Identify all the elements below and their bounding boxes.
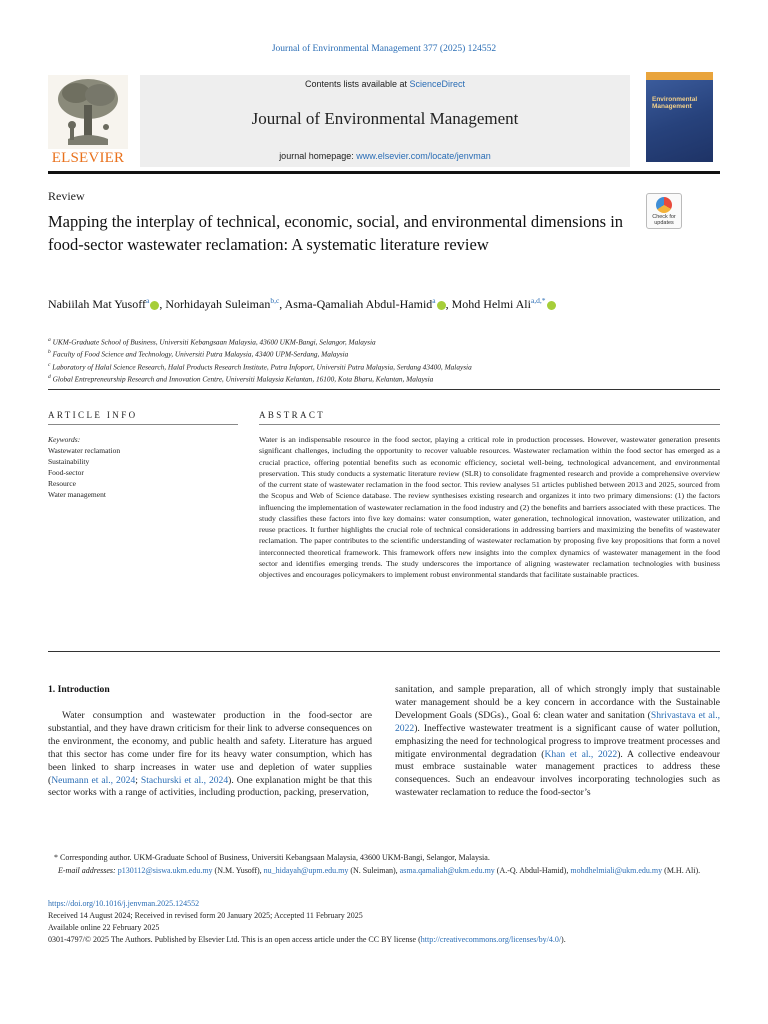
- body-text: ). A collective endeavour must embrace sustainable water management practices to address these consequences. Such an endeavour involves incorporating technologies such as wastewater reclamation to reduce the food-sector’s: [395, 748, 721, 799]
- author-list: Nabiilah Mat Yusoff$^a$ , Norhidayah Suleiman$^{b,c}$, Asma-Qamaliah Abdul-Hamid$^a$ , Mohd Helmi Ali$^{a,d,*}$: [48, 291, 668, 314]
- keyword-item: Food-sector: [48, 468, 84, 477]
- orcid-icon[interactable]: [437, 301, 446, 310]
- citation-link[interactable]: Stachurski et al., 2024: [140, 774, 229, 786]
- elsevier-wordmark: ELSEVIER: [51, 150, 125, 166]
- abstract-divider: [48, 651, 720, 652]
- journal-title[interactable]: Journal of Environmental Management: [251, 109, 519, 128]
- affiliation-item: [48, 335, 720, 347]
- abstract-heading: ABSTRACT: [259, 410, 326, 420]
- email-owner: (N. Suleiman),: [348, 865, 400, 875]
- publication-info: [48, 898, 720, 946]
- abstract-rule: [259, 424, 720, 425]
- license-text: 0301-4797/© 2025 The Authors. Published by Elsevier Ltd. This is an open access article under the CC BY license (: [48, 935, 421, 944]
- author-name[interactable]: Asma-Qamaliah Abdul-Hamid: [284, 297, 433, 311]
- affiliation-text: Faculty of Food Science and Technology, Universiti Putra Malaysia, 43400 UPM-Serdang, Malaysia: [52, 349, 349, 359]
- abstract-text: Water is an indispensable resource in the food sector, playing a critical role in production processes. However, wastewater generation presents significant challenges, including the opportunity to recover valuable resources. Wastewater reclamation within the food sector has emerged as a crucial practice, offering potential benefits such as economic efficiency, societal well-being, technological advancement, and environmental preservation. This study conducts a systematic literature review (SLR) to consolidate fragmented research and provide a comprehensive overview of the current state of wastewater reclamation in the food sector. This review analyses 51 articles published between 2013 and 2025, sourced from the Scopus and Web of Science database. The review synthesises existing research and organizes it into two primary dimensions: (1) the factors influencing the implementation of wastewater reclamation in the food industry and (2) the benefits and barriers associated with these practices. The study classifies these factors into five key domains: water consumption, water generation, technological innovation, wastewater utilization, and reuse practices. It further highlights the crucial role of technical considerations in addressing barriers and maximizing the benefits of wastewater reclamation. The paper contributes to the scientific understanding of wastewater reclamation by proposing five key propositions that form a novel interconnected theoretical framework. This framework offers new insights into the complex dynamics of wastewater management in the food sector and identifies emerging trends. The study underscores the importance of aligning wastewater reclamation technologies with business objectives and encourages policymakers to implement robust environmental standards that facilitate sustainable practices.: [259, 435, 720, 579]
- email-label: E-mail addresses:: [58, 865, 118, 875]
- contents-prefix: Contents lists available at: [304, 79, 410, 89]
- keyword-item: Sustainability: [48, 457, 90, 466]
- elsevier-tree-icon: [48, 75, 128, 149]
- email-owner: (A.-Q. Abdul-Hamid),: [494, 865, 571, 875]
- body-text: ;: [135, 774, 141, 786]
- intro-column-2: [395, 684, 720, 800]
- author-affiliation-marker[interactable]: b,c: [270, 296, 280, 305]
- elsevier-logo[interactable]: [48, 75, 128, 167]
- keyword-item: Resource: [48, 479, 76, 488]
- homepage-line: [140, 151, 630, 161]
- contents-line: [140, 79, 630, 89]
- author-name[interactable]: Mohd Helmi Ali: [451, 297, 531, 311]
- orcid-icon[interactable]: [547, 301, 556, 310]
- keyword-item: Wastewater reclamation: [48, 446, 121, 455]
- affiliation-text: Global Entrepreneurship Research and Innovation Centre, Universiti Malaysia Kelantan, 16100, Kota Bharu, Kelantan, Malaysia: [52, 374, 434, 384]
- affiliation-marker: b: [48, 349, 51, 356]
- email-link[interactable]: asma.qamaliah@ukm.edu.my: [399, 865, 495, 875]
- article-type: Review: [48, 189, 85, 203]
- homepage-label: journal homepage:: [279, 151, 357, 161]
- citation-link[interactable]: Shrivastava et al., 2022: [395, 709, 720, 734]
- affiliation-item: [48, 372, 720, 384]
- intro-column-1: [48, 710, 372, 800]
- crossmark-label: Check for updates: [652, 214, 676, 226]
- journal-header: [48, 75, 720, 167]
- received-dates: Received 14 August 2024; Received in revised form 20 January 2025; Accepted 11 February 2025: [48, 911, 363, 920]
- footnotes: [48, 852, 720, 877]
- available-online: Available online 22 February 2025: [48, 923, 160, 932]
- email-owner: (M.H. Ali).: [662, 865, 701, 875]
- body-text: Water consumption and wastewater production in the food-sector are substantial, and they have drawn criticism for their link to adverse consequences on the environment, the economy, and public health and safety. Literature has argued that this sector has come under fire for its heavy water consumption, which has been linked to sharp increases in water use and depletion of water supplies (: [48, 710, 372, 786]
- keywords-list: [48, 445, 238, 500]
- keywords-block: [48, 434, 238, 500]
- affiliation-marker: d: [48, 374, 51, 381]
- journal-cover-thumbnail[interactable]: [646, 72, 713, 162]
- doi-link[interactable]: https://doi.org/10.1016/j.jenvman.2025.124552: [48, 899, 200, 908]
- author-affiliation-marker[interactable]: a: [146, 296, 150, 305]
- author-affiliation-marker[interactable]: a,d,*: [530, 296, 546, 305]
- body-text: ). Ineffective wastewater treatment is a significant cause of water pollution, emphasizing the need for technological progress to improve treatment processes and mitigate environmental degradation (: [395, 722, 720, 760]
- affiliation-list: [48, 335, 720, 385]
- email-link[interactable]: p130112@siswa.ukm.edu.my: [117, 865, 213, 875]
- license-suffix: ).: [561, 935, 566, 944]
- affiliation-divider: [48, 389, 720, 390]
- affiliation-marker: a: [48, 337, 51, 343]
- affiliation-text: UKM-Graduate School of Business, Universiti Kebangsaan Malaysia, 43600 UKM-Bangi, Selangor, Malaysia: [52, 337, 376, 347]
- journal-reference[interactable]: Journal of Environmental Management 377 (2025) 124552: [271, 44, 497, 54]
- email-owner: (N.M. Yusoff),: [212, 865, 264, 875]
- sciencedirect-link[interactable]: ScienceDirect: [409, 79, 466, 89]
- license-line: [48, 934, 720, 946]
- crossmark-icon: [656, 197, 672, 213]
- check-for-updates-button[interactable]: [646, 193, 682, 229]
- affiliation-item: [48, 347, 720, 359]
- citation-link[interactable]: Neumann et al., 2024: [51, 774, 136, 786]
- orcid-icon[interactable]: [150, 301, 159, 310]
- article-info-rule: [48, 424, 238, 425]
- email-addresses: [48, 865, 720, 878]
- citation-link[interactable]: Khan et al., 2022: [544, 748, 618, 760]
- author-affiliation-marker[interactable]: a: [432, 296, 436, 305]
- masthead: [140, 75, 630, 167]
- keyword-item: Water management: [48, 490, 106, 499]
- cover-strip: [646, 72, 713, 80]
- affiliation-text: Laboratory of Halal Science Research, Halal Products Research Institute, Putra Infoport, Universiti Putra Malaysia, Serdang 43400, Malaysia: [52, 362, 472, 372]
- license-link[interactable]: http://creativecommons.org/licenses/by/4.0/: [420, 935, 562, 944]
- article-title: Mapping the interplay of technical, economic, social, and environmental dimensions in food-sector wastewater reclamation: A systematic literature review: [48, 212, 624, 254]
- author-name[interactable]: Nabiilah Mat Yusoff: [48, 297, 146, 311]
- cover-title: Environmental Management: [652, 96, 698, 110]
- introduction-heading: 1. Introduction: [48, 684, 110, 695]
- homepage-link[interactable]: www.elsevier.com/locate/jenvman: [356, 151, 491, 161]
- email-link[interactable]: mohdhelmiali@ukm.edu.my: [570, 865, 663, 875]
- affiliation-item: [48, 360, 720, 372]
- keywords-label: Keywords:: [48, 435, 81, 444]
- author-name[interactable]: Norhidayah Suleiman: [165, 297, 271, 311]
- body-text: sanitation, and sample preparation, all of which strongly imply that sustainable water management should be a key concern in accordance with the Sustainable Development Goals (SDGs)., Goal 6: clean water and sanitation (: [395, 684, 720, 721]
- header-divider: [48, 171, 720, 174]
- corresponding-author-note: * Corresponding author. UKM-Graduate School of Business, Universiti Kebangsaan Malaysia, 43600 UKM-Bangi, Selangor, Malaysia.: [54, 853, 490, 862]
- affiliation-marker: c: [48, 361, 51, 368]
- body-text: ). One explanation might be that this sector works with a range of activities, including production, packing, preservation,: [48, 774, 372, 799]
- email-link[interactable]: nu_hidayah@upm.edu.my: [263, 865, 349, 875]
- article-info-heading: ARTICLE INFO: [48, 410, 138, 420]
